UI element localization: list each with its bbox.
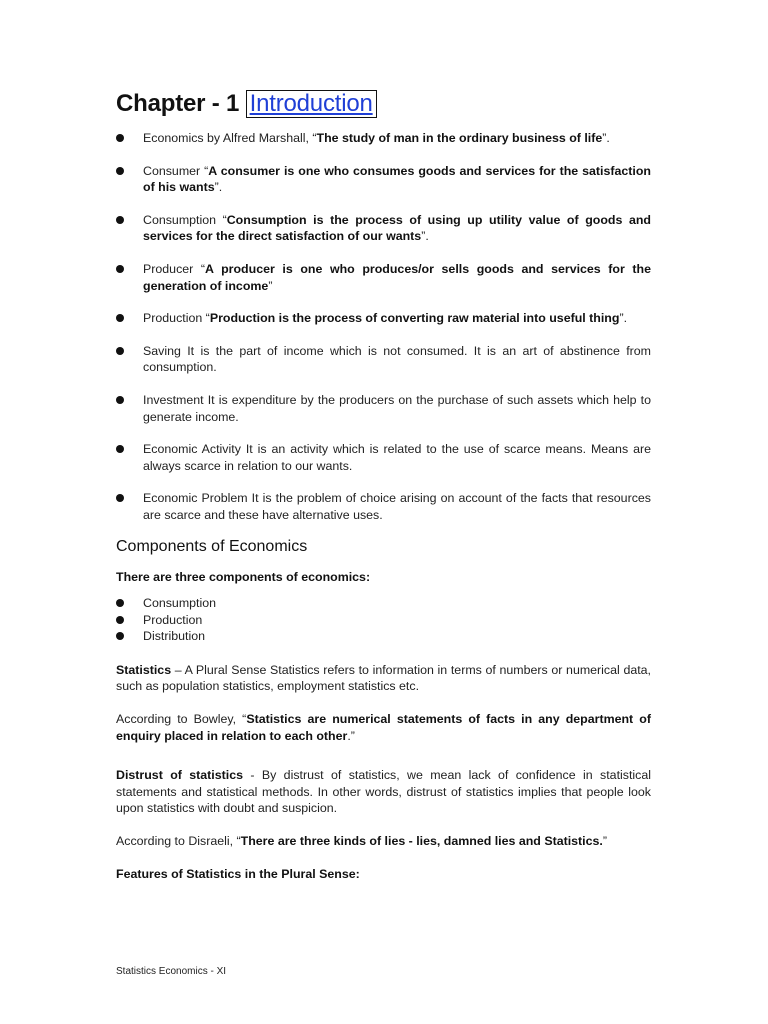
- document-page: [116, 88, 651, 882]
- bowley-paragraph: According to Bowley, “Statistics are numerical statements of facts in any department of enquiry placed in relation to each other.”: [116, 712, 651, 743]
- list-item: Production: [116, 612, 651, 629]
- chapter-title-link[interactable]: Introduction: [246, 90, 377, 118]
- features-heading: Features of Statistics in the Plural Sense:: [116, 866, 360, 881]
- definitions-list: [116, 130, 651, 524]
- list-item: Saving It is the part of income which is not consumed. It is an art of abstinence from consumption.: [116, 343, 651, 376]
- distrust-paragraph: Distrust of statistics - By distrust of statistics, we mean lack of confidence in statistical statements and statistical methods. In other words, distrust of statistics implies that people look upon statistics with doubt and suspicion.: [116, 768, 651, 816]
- chapter-heading: [116, 88, 651, 120]
- list-item: Consumption “Consumption is the process of using up utility value of goods and services for the direct satisfaction of our wants”.: [116, 212, 651, 245]
- list-item: Economic Problem It is the problem of choice arising on account of the facts that resources are scarce and these have alternative uses.: [116, 490, 651, 523]
- list-item: Economics by Alfred Marshall, “The study of man in the ordinary business of life”.: [116, 130, 651, 147]
- list-item: Consumption: [116, 595, 651, 612]
- list-item: Economic Activity It is an activity which is related to the use of scarce means. Means are always scarce in relation to our wants.: [116, 441, 651, 474]
- components-intro: There are three components of economics:: [116, 569, 371, 584]
- chapter-prefix: Chapter - 1: [116, 90, 246, 117]
- disraeli-paragraph: According to Disraeli, “There are three kinds of lies - lies, damned lies and Statistics.”: [116, 834, 607, 849]
- list-item: Distribution: [116, 628, 651, 645]
- list-item: Producer “A producer is one who produces/or sells goods and services for the generation of income”: [116, 261, 651, 294]
- components-list: [116, 595, 651, 645]
- list-item: Consumer “A consumer is one who consumes goods and services for the satisfaction of his wants”.: [116, 163, 651, 196]
- statistics-paragraph: Statistics – A Plural Sense Statistics refers to information in terms of numbers or numerical data, such as population statistics, employment statistics etc.: [116, 662, 651, 694]
- list-item: Production “Production is the process of converting raw material into useful thing”.: [116, 310, 651, 327]
- list-item: Investment It is expenditure by the producers on the purchase of such assets which help to generate income.: [116, 392, 651, 425]
- page-footer: Statistics Economics - XI: [116, 966, 227, 977]
- components-heading: Components of Economics: [116, 537, 308, 555]
